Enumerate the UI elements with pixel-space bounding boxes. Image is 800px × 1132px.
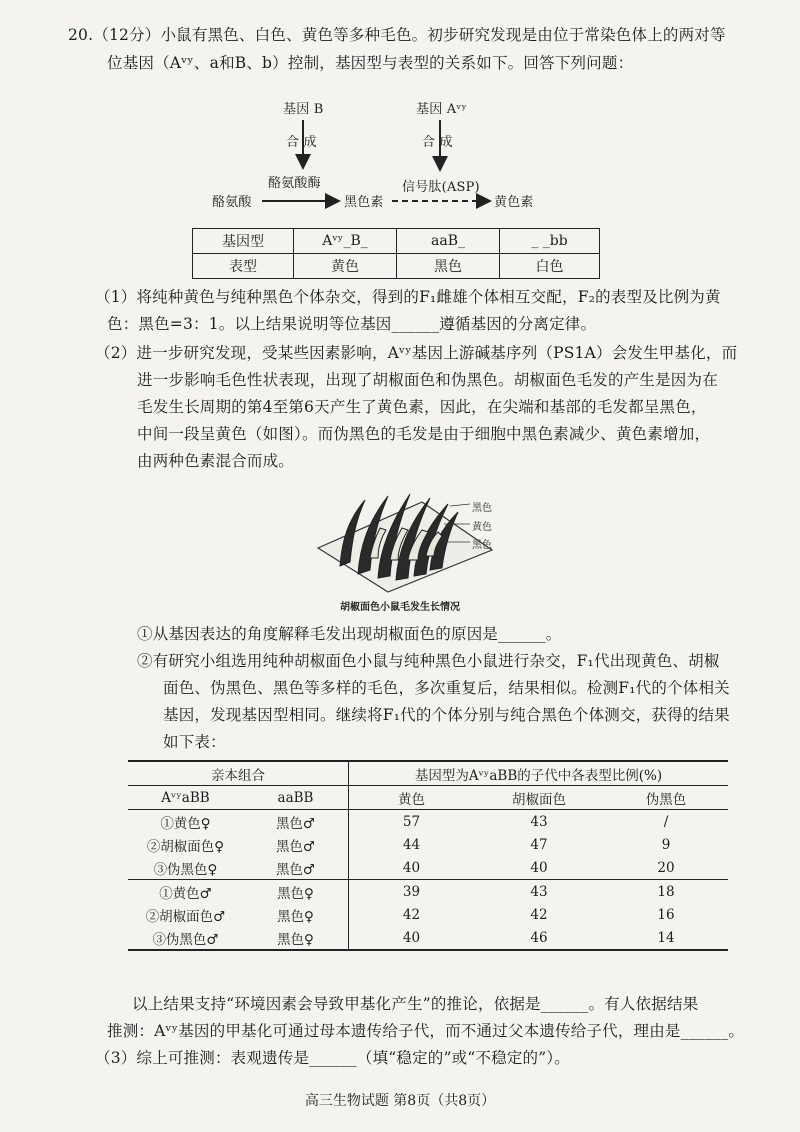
table-row [128, 926, 728, 950]
yellow-pigment-label: 黄色素 [494, 195, 534, 210]
table-cell: 黑色♂ [243, 856, 349, 880]
part2-line-5: 由两种色素混合而成。 [137, 452, 295, 470]
part2-line-2: 进一步影响毛色性状表现，出现了胡椒面色和伪黑色。胡椒面色毛发的产生是因为在 [137, 371, 718, 389]
table-cell: 47 [530, 836, 548, 853]
sub2-line-4: 如下表： [163, 733, 226, 751]
table-cell: / [663, 813, 669, 830]
table-cell: 14 [604, 926, 728, 950]
black-pigment-label: 黑色素 [344, 195, 384, 210]
question-line-2: 位基因（Aᵛʸ、a和B、b）控制，基因型与表型的关系如下。回答下列问题： [107, 54, 634, 72]
pathway-arrows [0, 0, 800, 230]
signal-peptide-label: 信号肽(ASP) [402, 180, 480, 195]
figure-label-yellow: 黄色 [472, 522, 492, 533]
figure-caption: 胡椒面色小鼠毛发生长情况 [340, 602, 460, 613]
question-line-1: 20.（12分）小鼠有黑色、白色、黄色等多种毛色。初步研究发现是由位于常染色体上的两对等 [68, 26, 726, 44]
table-cell: 黑色♂ [243, 810, 349, 834]
synthesis-left-label: 合 成 [286, 135, 317, 150]
part1-line-2: 色：黑色=3：1。以上结果说明等位基因______遵循基因的分离定律。 [107, 315, 597, 333]
tyrosine-label: 酪氨酸 [212, 195, 252, 210]
part1-line-1: （1）将纯种黄色与纯种黑色个体杂交，得到的F₁雌雄个体相互交配，F₂的表型及比例为黄 [95, 288, 721, 306]
table-cell: 42 [402, 906, 421, 923]
gene-avy-label: 基因 Aᵛʸ [416, 102, 468, 117]
phenotype-cell: 黑色 [397, 254, 500, 279]
table-cell: 43 [530, 813, 548, 830]
phenotype-header: 表型 [193, 254, 294, 279]
sub2-line-1: ②有研究小组选用纯种胡椒面色小鼠与纯种黑色小鼠进行杂交，F₁代出现黄色、胡椒 [137, 652, 720, 670]
genotype-cell: Aᵛʸ_B_ [294, 229, 397, 254]
phenotype-cell: 白色 [500, 254, 600, 279]
table-cell: 黑色♀ [243, 926, 349, 950]
enzyme-label: 酪氨酸酶 [268, 176, 321, 191]
genotype-cell: aaB_ [397, 229, 500, 254]
table-cell: ③伪黑色♀ [153, 861, 218, 878]
table-cell: 20 [657, 859, 675, 876]
synthesis-right-label: 合 成 [422, 135, 453, 150]
part2-line-3: 毛发生长周期的第4至第6天产生了黄色素，因此，在尖端和基部的毛发都呈黑色， [137, 398, 707, 416]
sub2-line-3: 基因，发现基因型相同。继续将F₁代的个体分别与纯合黑色个体测交，获得的结果 [163, 706, 730, 724]
table-row [128, 810, 728, 834]
table-row [128, 880, 728, 904]
table-header-parents: 亲本组合 [128, 761, 349, 786]
table-cell: 16 [657, 906, 675, 923]
table-cell: ②胡椒面色♂ [145, 908, 226, 925]
table-cell: 57 [402, 813, 421, 830]
phenotype-cell: 黄色 [294, 254, 397, 279]
figure-label-black-top: 黑色 [472, 503, 492, 514]
table-cell: 39 [349, 880, 475, 904]
page-footer: 高三生物试题 第8页（共8页） [304, 1093, 496, 1109]
table-cell: 黑色♂ [243, 833, 349, 856]
table-row [128, 903, 728, 926]
genotype-phenotype-table [192, 228, 600, 279]
table-cell: ③伪黑色♂ [128, 926, 243, 950]
table-row [128, 856, 728, 880]
table-subheader: AᵛʸaBB [128, 786, 243, 810]
table-cell: 43 [474, 880, 604, 904]
genotype-cell: _ _bb [500, 229, 600, 254]
table-subheader: 伪黑色 [604, 786, 728, 810]
table-cell: ①黄色♂ [128, 880, 243, 904]
table-subheader: 胡椒面色 [474, 786, 604, 810]
table-cell: 40 [349, 926, 475, 950]
part3-line-1: （3）综上可推测：表观遗传是______（填“稳定的”或“不稳定的”）。 [95, 1049, 571, 1067]
table-subheader: aaBB [243, 786, 349, 810]
table-cell: ②胡椒面色♀ [146, 838, 225, 855]
table-cell: 黑色♀ [243, 880, 349, 904]
table-subheader: 黄色 [349, 786, 475, 810]
part2-line-1: （2）进一步研究发现，受某些因素影响，Aᵛʸ基因上游碱基序列（PS1A）会发生甲基化，而 [95, 344, 738, 362]
table-cell: 42 [530, 906, 548, 923]
gene-b-label: 基因 B [283, 102, 324, 117]
conclusion-line-2: 推测：Aᵛʸ基因的甲基化可通过母本遗传给子代，而不通过父本遗传给子代，理由是______。 [107, 1022, 745, 1040]
table-row [128, 833, 728, 856]
table-cell: ①黄色♀ [160, 815, 211, 832]
table-cell: 40 [530, 859, 548, 876]
table-cell: 9 [661, 836, 671, 853]
sub1-line-1: ①从基因表达的角度解释毛发出现胡椒面色的原因是______。 [137, 625, 562, 643]
table-cell: 40 [402, 859, 421, 876]
figure-label-black-bottom: 黑色 [472, 540, 492, 551]
conclusion-line-1: 以上结果支持“环境因素会导致甲基化产生”的推论，依据是______。有人依据结果 [132, 995, 699, 1013]
genotype-header: 基因型 [193, 229, 294, 254]
table-header-ratios: 基因型为AᵛʸaBB的子代中各表型比例(%) [349, 761, 729, 786]
sub2-line-2: 面色、伪黑色、黑色等多样的毛色，多次重复后，结果相似。检测F₁代的个体相关 [163, 679, 730, 697]
table-cell: 44 [402, 836, 421, 853]
cross-result-table [128, 760, 728, 951]
table-cell: 黑色♀ [243, 903, 349, 926]
table-cell: 18 [604, 880, 728, 904]
table-cell: 46 [474, 926, 604, 950]
part2-line-4: 中间一段呈黄色（如图）。而伪黑色的毛发是由于细胞中黑色素减少、黄色素增加， [137, 425, 711, 443]
